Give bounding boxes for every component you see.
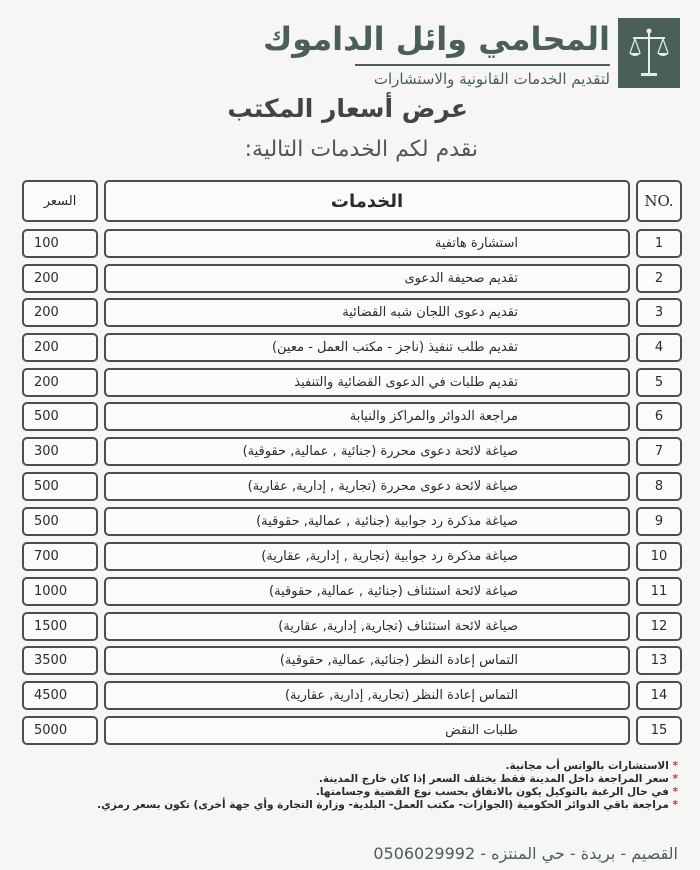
column-header-no: NO. <box>636 180 682 222</box>
row-service: التماس إعادة النظر (تجارية, إدارية, عقارية) <box>104 681 630 710</box>
brand-header <box>260 18 680 88</box>
row-number: 15 <box>636 716 682 745</box>
note-text: في حال الرغبة بالتوكيل يكون بالاتفاق بحسب نوع القضية وجسامتها. <box>315 786 669 798</box>
list-item <box>58 799 678 812</box>
list-item <box>58 786 678 799</box>
page-subtitle: نقدم لكم الخدمات التالية: <box>244 137 478 162</box>
row-service: تقديم طلبات في الدعوى القضائية والتنفيذ <box>104 368 630 397</box>
row-price: 500 <box>22 472 98 501</box>
footer-contact: القصيم - بريدة - حي المنتزه - 0506029992 <box>373 844 678 863</box>
row-service: صياغة لائحة استئناف (جنائية , عمالية, حقوقية) <box>104 577 630 606</box>
row-price: 700 <box>22 542 98 571</box>
row-price: 200 <box>22 333 98 362</box>
brand-tagline: لتقديم الخدمات القانونية والاستشارات <box>373 70 610 88</box>
row-service: التماس إعادة النظر (جنائية, عمالية, حقوقية) <box>104 646 630 675</box>
column-header-price: السعر <box>22 180 98 222</box>
row-number: 13 <box>636 646 682 675</box>
row-service: صياغة لائحة دعوى محررة (جنائية , عمالية, حقوقية) <box>104 437 630 466</box>
row-number: 2 <box>636 264 682 293</box>
row-price: 1000 <box>22 577 98 606</box>
row-number: 11 <box>636 577 682 606</box>
row-price: 200 <box>22 368 98 397</box>
logo <box>618 18 680 88</box>
list-item <box>58 760 678 773</box>
asterisk-icon: * <box>668 760 678 772</box>
row-number: 9 <box>636 507 682 536</box>
scales-of-justice-icon <box>627 25 671 81</box>
row-number: 14 <box>636 681 682 710</box>
brand-name: المحامي وائل الداموك <box>262 20 610 58</box>
notes-list <box>58 760 678 812</box>
row-service: تقديم صحيفة الدعوى <box>104 264 630 293</box>
list-item <box>58 773 678 786</box>
row-number: 5 <box>636 368 682 397</box>
row-price: 500 <box>22 402 98 431</box>
row-price: 200 <box>22 298 98 327</box>
row-service: مراجعة الدوائر والمراكز والنيابة <box>104 402 630 431</box>
note-text: الاستشارات بالواتس أب مجانية. <box>505 760 669 772</box>
brand-divider <box>355 64 610 66</box>
row-price: 500 <box>22 507 98 536</box>
row-service: صياغة لائحة استئناف (تجارية, إدارية, عقارية) <box>104 612 630 641</box>
row-service: طلبات النقض <box>104 716 630 745</box>
row-price: 3500 <box>22 646 98 675</box>
row-number: 12 <box>636 612 682 641</box>
note-text: مراجعة باقي الدوائر الحكومية (الجوازات- مكتب العمل- البلدية- وزارة التجارة وأي جهة أخرى) تكون بسعر رمزي. <box>97 799 669 811</box>
row-service: صياغة لائحة دعوى محررة (تجارية , إدارية, عقارية) <box>104 472 630 501</box>
row-service: تقديم طلب تنفيذ (ناجز - مكتب العمل - معين) <box>104 333 630 362</box>
row-service: صياغة مذكرة رد جوابية (تجارية , إدارية, عقارية) <box>104 542 630 571</box>
asterisk-icon: * <box>668 786 678 798</box>
row-number: 10 <box>636 542 682 571</box>
asterisk-icon: * <box>668 799 678 811</box>
row-price: 300 <box>22 437 98 466</box>
row-service: استشارة هاتفية <box>104 229 630 258</box>
page-title: عرض أسعار المكتب <box>227 94 468 123</box>
row-number: 3 <box>636 298 682 327</box>
row-number: 1 <box>636 229 682 258</box>
note-text: سعر المراجعة داخل المدينة فقط يختلف السعر إذا كان خارج المدينة. <box>318 773 669 785</box>
row-price: 4500 <box>22 681 98 710</box>
row-price: 1500 <box>22 612 98 641</box>
row-number: 7 <box>636 437 682 466</box>
row-price: 100 <box>22 229 98 258</box>
column-header-service: الخدمات <box>104 180 630 222</box>
row-service: تقديم دعوى اللجان شبه القضائية <box>104 298 630 327</box>
asterisk-icon: * <box>668 773 678 785</box>
row-service: صياغة مذكرة رد جوابية (جنائية , عمالية, حقوقية) <box>104 507 630 536</box>
row-price: 200 <box>22 264 98 293</box>
row-price: 5000 <box>22 716 98 745</box>
row-number: 4 <box>636 333 682 362</box>
row-number: 6 <box>636 402 682 431</box>
row-number: 8 <box>636 472 682 501</box>
